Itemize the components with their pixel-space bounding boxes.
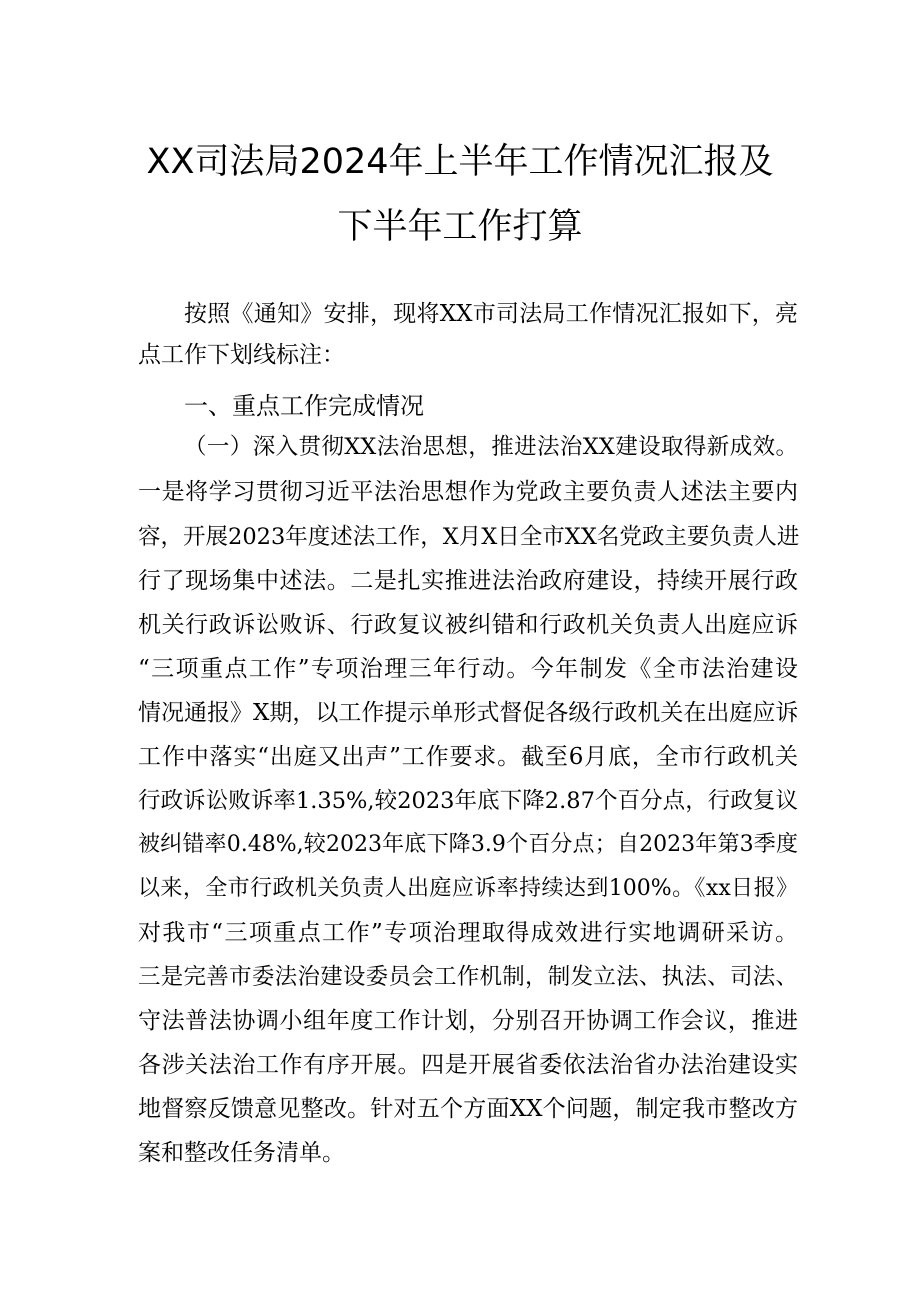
body-line: 各涉关法治工作有序开展。四是开展省委依法治省办法治建设实: [138, 1052, 798, 1078]
document-title-line-1: XX司法局2024年上半年工作情况汇报及: [146, 142, 774, 182]
body-line: 工作中落实“出庭又出声”工作要求。截至6月底，全市行政机关: [138, 744, 798, 770]
intro-line-2: 点工作下划线标注：: [138, 342, 345, 368]
body-line: （一）深入贯彻XX法治思想，推进法治XX建设取得新成效。: [184, 434, 798, 460]
body-line: 容，开展2023年度述法工作，X月X日全市XX名党政主要负责人进: [138, 524, 800, 550]
body-line: 机关行政诉讼败诉、行政复议被纠错和行政机关负责人出庭应诉: [138, 612, 798, 638]
intro-line-1: 按照《通知》安排，现将XX市司法局工作情况汇报如下，亮: [184, 301, 798, 327]
body-line: “三项重点工作”专项治理三年行动。今年制发《全市法治建设: [138, 656, 798, 682]
body-line: 行了现场集中述法。二是扎实推进法治政府建设，持续开展行政: [138, 568, 798, 594]
body-line: 情况通报》X期，以工作提示单形式督促各级行政机关在出庭应诉: [138, 700, 799, 726]
body-line: 一是将学习贯彻习近平法治思想作为党政主要负责人述法主要内: [138, 479, 798, 505]
body-line: 三是完善市委法治建设委员会工作机制，制发立法、执法、司法、: [138, 964, 798, 990]
body-line: 守法普法协调小组年度工作计划，分别召开协调工作会议，推进: [138, 1008, 798, 1034]
body-line: 案和整改任务清单。: [138, 1140, 345, 1166]
body-line: 以来，全市行政机关负责人出庭应诉率持续达到100%。《xx日报》: [138, 876, 798, 901]
section-heading: 一、重点工作完成情况: [184, 392, 424, 420]
body-line: 被纠错率0.48%,较2023年底下降3.9个百分点；自2023年第3季度: [138, 832, 798, 857]
body-line: 行政诉讼败诉率1.35%,较2023年底下降2.87个百分点，行政复议: [138, 788, 798, 814]
document-title-line-2: 下半年工作打算: [337, 207, 583, 247]
body-line: 地督察反馈意见整改。针对五个方面XX个问题，制定我市整改方: [138, 1096, 798, 1122]
body-line: 对我市“三项重点工作”专项治理取得成效进行实地调研采访。: [138, 920, 798, 946]
